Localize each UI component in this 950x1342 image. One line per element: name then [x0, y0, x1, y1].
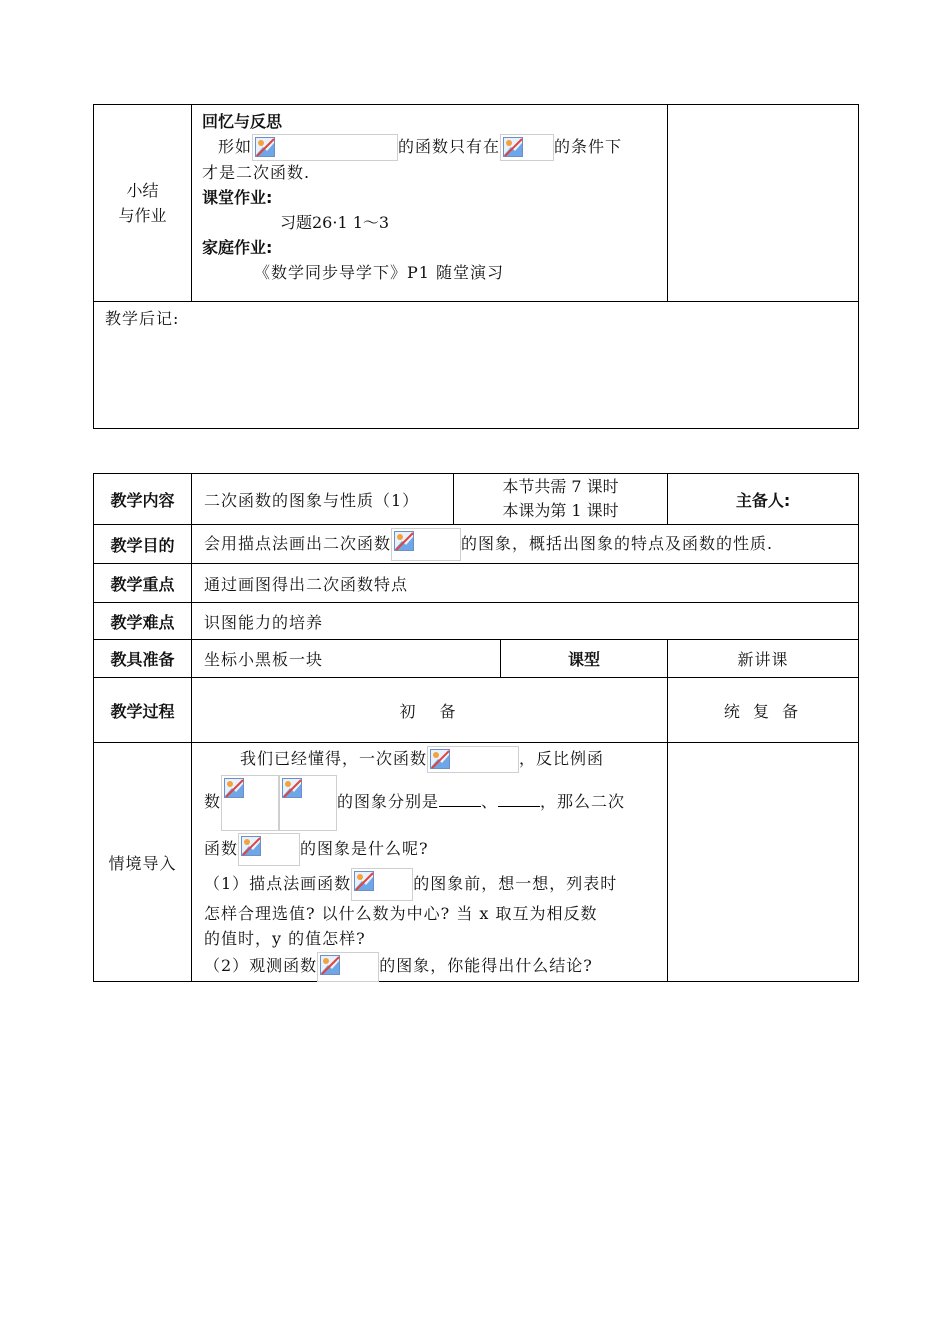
summary-label-2: 与作业 — [118, 206, 167, 225]
formula-image — [351, 868, 413, 901]
q1-line2: 怎样合理选值? 以什么数为中心? 当 x 取互为相反数 — [204, 904, 598, 923]
home-homework-text: 《数学同步导学下》P1 随堂演习 — [254, 263, 505, 282]
recall-heading: 回忆与反思 — [202, 112, 283, 131]
key-value: 通过画图得出二次函数特点 — [192, 564, 859, 603]
formula-image — [427, 746, 519, 773]
broken-image-icon — [224, 778, 244, 798]
broken-image-icon — [320, 955, 340, 975]
q1-line3: 的值时，y 的值怎样? — [204, 929, 366, 948]
summary-label-1: 小结 — [126, 181, 159, 200]
review-prep-label: 统 复 备 — [668, 678, 859, 743]
tools-value: 坐标小黑板一块 — [192, 640, 501, 678]
owner-label: 主备人: — [668, 474, 859, 525]
process-label: 教学过程 — [94, 678, 192, 743]
formula-image — [238, 833, 300, 866]
intro-l2-mid: 的图象分别是 — [337, 792, 440, 811]
summary-table — [93, 104, 859, 429]
hours-line-1: 本节共需 7 课时 — [502, 477, 619, 496]
purpose-pre: 会用描点法画出二次函数 — [204, 533, 392, 553]
intro-l3-post: 的图象是什么呢? — [300, 839, 429, 858]
broken-image-icon — [241, 836, 261, 856]
q1-post: 的图象前，想一想，列表时 — [413, 874, 618, 893]
q1-pre: （1）描点法画函数 — [204, 874, 352, 893]
intro-l2-post: ，那么二次 — [540, 792, 626, 811]
purpose-post: 的图象，概括出图象的特点及函数的性质. — [461, 533, 774, 553]
broken-image-icon — [394, 531, 414, 551]
intro-l3-pre: 函数 — [204, 839, 239, 858]
formula-image — [279, 775, 337, 831]
q2-post: 的图象，你能得出什么结论? — [379, 956, 593, 975]
broken-image-icon — [255, 137, 275, 157]
summary-content-cell — [192, 105, 668, 302]
purpose-cell — [192, 525, 859, 564]
formula-image — [391, 528, 461, 561]
broken-image-icon — [430, 749, 450, 769]
initial-prep-label: 初 备 — [192, 678, 668, 743]
condition-image — [500, 134, 554, 161]
lesson-table — [93, 473, 859, 982]
answer-blank[interactable] — [439, 792, 481, 807]
purpose-label: 教学目的 — [94, 525, 192, 564]
intro-content-cell — [192, 743, 668, 982]
summary-label-cell — [94, 105, 192, 302]
intro-review-cell — [668, 743, 859, 982]
home-homework-heading: 家庭作业: — [202, 238, 273, 257]
recall-pre: 形如 — [218, 137, 253, 156]
intro-l1-post: ，反比例函 — [519, 749, 605, 768]
content-label: 教学内容 — [94, 474, 192, 525]
tools-label: 教具准备 — [94, 640, 192, 678]
class-homework-text: 习题26·1 1～3 — [280, 213, 390, 232]
broken-image-icon — [503, 137, 523, 157]
formula-image — [317, 952, 379, 982]
notes-label: 教学后记: — [105, 309, 180, 328]
formula-image — [221, 775, 279, 831]
broken-image-icon — [354, 871, 374, 891]
key-label: 教学重点 — [94, 564, 192, 603]
difficulty-label: 教学难点 — [94, 603, 192, 640]
notes-cell — [94, 302, 859, 429]
hours-line-2: 本课为第 1 课时 — [502, 501, 619, 520]
type-value: 新讲课 — [668, 640, 859, 678]
type-label: 课型 — [501, 640, 668, 678]
q2-pre: （2）观测函数 — [204, 956, 318, 975]
broken-image-icon — [282, 778, 302, 798]
intro-l2-pre: 数 — [204, 792, 222, 811]
content-value: 二次函数的图象与性质（1） — [192, 474, 454, 525]
difficulty-value: 识图能力的培养 — [192, 603, 859, 640]
summary-blank-cell — [668, 105, 859, 302]
recall-post: 的条件下 — [554, 137, 623, 156]
intro-label: 情境导入 — [94, 743, 192, 982]
intro-l2-sep: 、 — [481, 792, 499, 811]
formula-image — [252, 134, 398, 161]
answer-blank[interactable] — [498, 792, 540, 807]
class-homework-heading: 课堂作业: — [202, 188, 273, 207]
recall-mid: 的函数只有在 — [398, 137, 501, 156]
intro-l1-pre: 我们已经懂得，一次函数 — [240, 749, 428, 768]
hours-cell — [454, 474, 668, 525]
recall-line2: 才是二次函数. — [202, 163, 311, 182]
